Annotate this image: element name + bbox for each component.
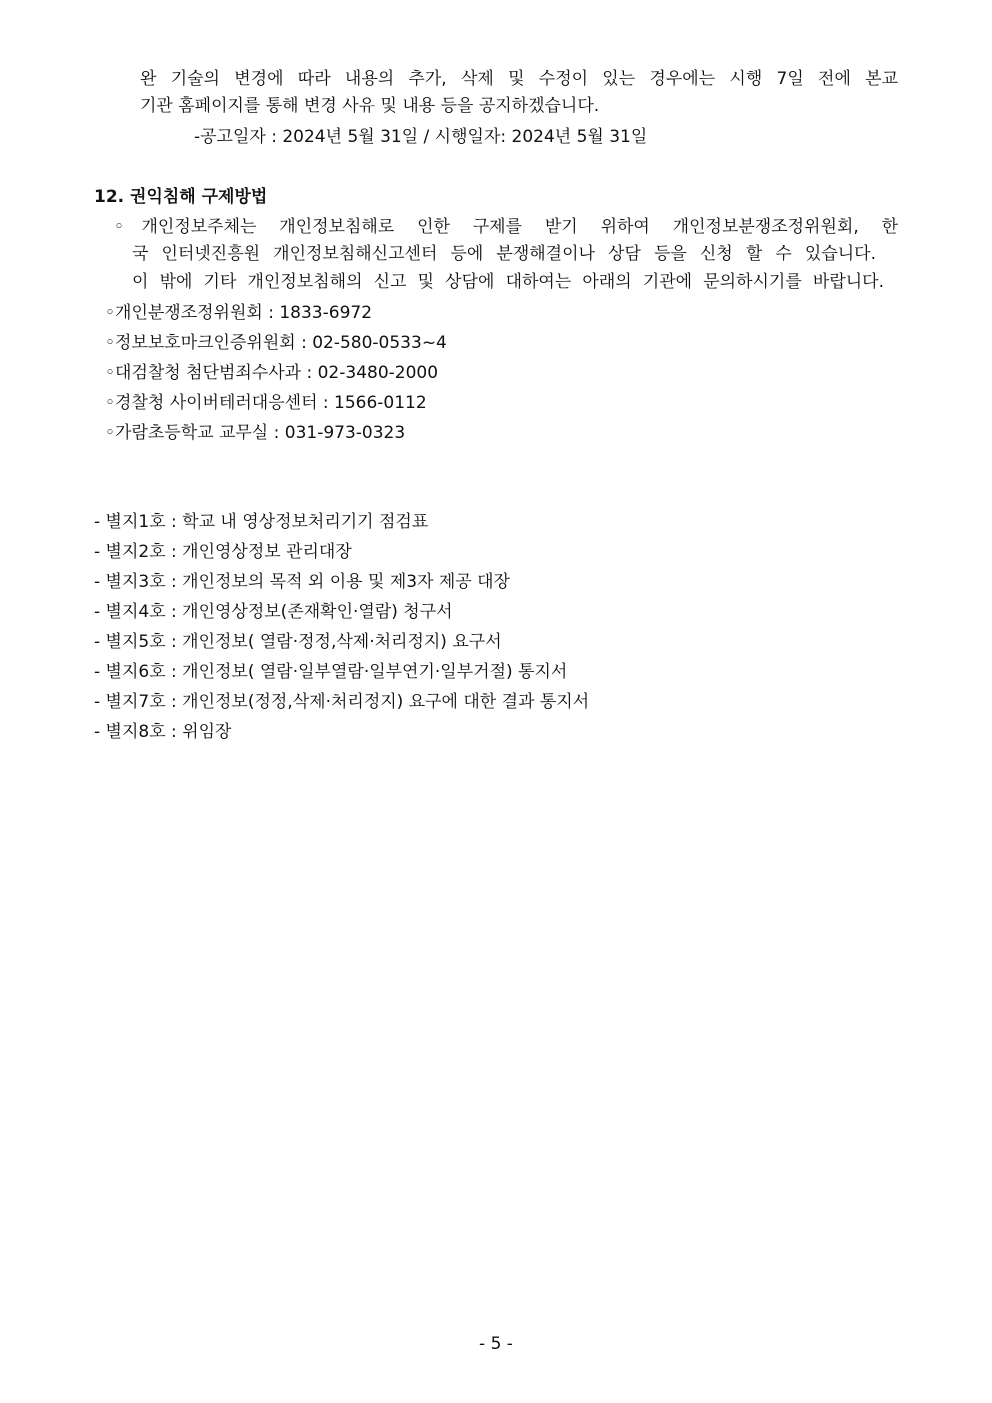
attachment-item: - 별지5호 : 개인정보( 열람·정정,삭제·처리정지) 요구서 [94, 632, 502, 652]
section-title: 12. 권익침해 구제방법 [94, 187, 268, 207]
contact-item: ◦대검찰청 첨단범죄수사과 : 02-3480-2000 [105, 363, 439, 383]
notice-dates: -공고일자 : 2024년 5월 31일 / 시행일자: 2024년 5월 31일 [194, 127, 648, 147]
attachment-item: - 별지3호 : 개인정보의 목적 외 이용 및 제3자 제공 대장 [94, 572, 510, 592]
attachment-item: - 별지4호 : 개인영상정보(존재확인·열람) 청구서 [94, 602, 453, 622]
attachment-item: - 별지2호 : 개인영상정보 관리대장 [94, 542, 352, 562]
contact-item: ◦경찰청 사이버테러대응센터 : 1566-0112 [105, 393, 427, 413]
attachment-item: - 별지1호 : 학교 내 영상정보처리기기 점검표 [94, 512, 429, 532]
contact-item: ◦가람초등학교 교무실 : 031-973-0323 [105, 423, 406, 443]
notice-line-2: 기관 홈페이지를 통해 변경 사유 및 내용 등을 공지하겠습니다. [140, 96, 600, 116]
notice-line-1: 완 기술의 변경에 따라 내용의 추가, 삭제 및 수정이 있는 경우에는 시행 7일 전에 본교 [140, 69, 898, 89]
attachment-item: - 별지8호 : 위임장 [94, 722, 232, 742]
attachment-item: - 별지6호 : 개인정보( 열람·일부열람·일부연기·일부거절) 통지서 [94, 662, 568, 682]
contact-item: ◦정보보호마크인증위원회 : 02-580-0533~4 [105, 333, 447, 353]
section-intro-line-3: 이 밖에 기타 개인정보침해의 신고 및 상담에 대하여는 아래의 기관에 문의하시기를 바랍니다. [132, 272, 884, 292]
page-number: - 5 - [479, 1334, 513, 1354]
section-intro-line-2: 국 인터넷진흥원 개인정보침해신고센터 등에 분쟁해결이나 상담 등을 신청 할 수 있습니다. [132, 244, 876, 264]
section-intro-line-1: ◦개인정보주체는 개인정보침해로 인한 구제를 받기 위하여 개인정보분쟁조정위원회, 한 [114, 217, 898, 237]
contact-item: ◦개인분쟁조정위원회 : 1833-6972 [105, 303, 373, 323]
attachment-item: - 별지7호 : 개인정보(정정,삭제·처리정지) 요구에 대한 결과 통지서 [94, 692, 590, 712]
